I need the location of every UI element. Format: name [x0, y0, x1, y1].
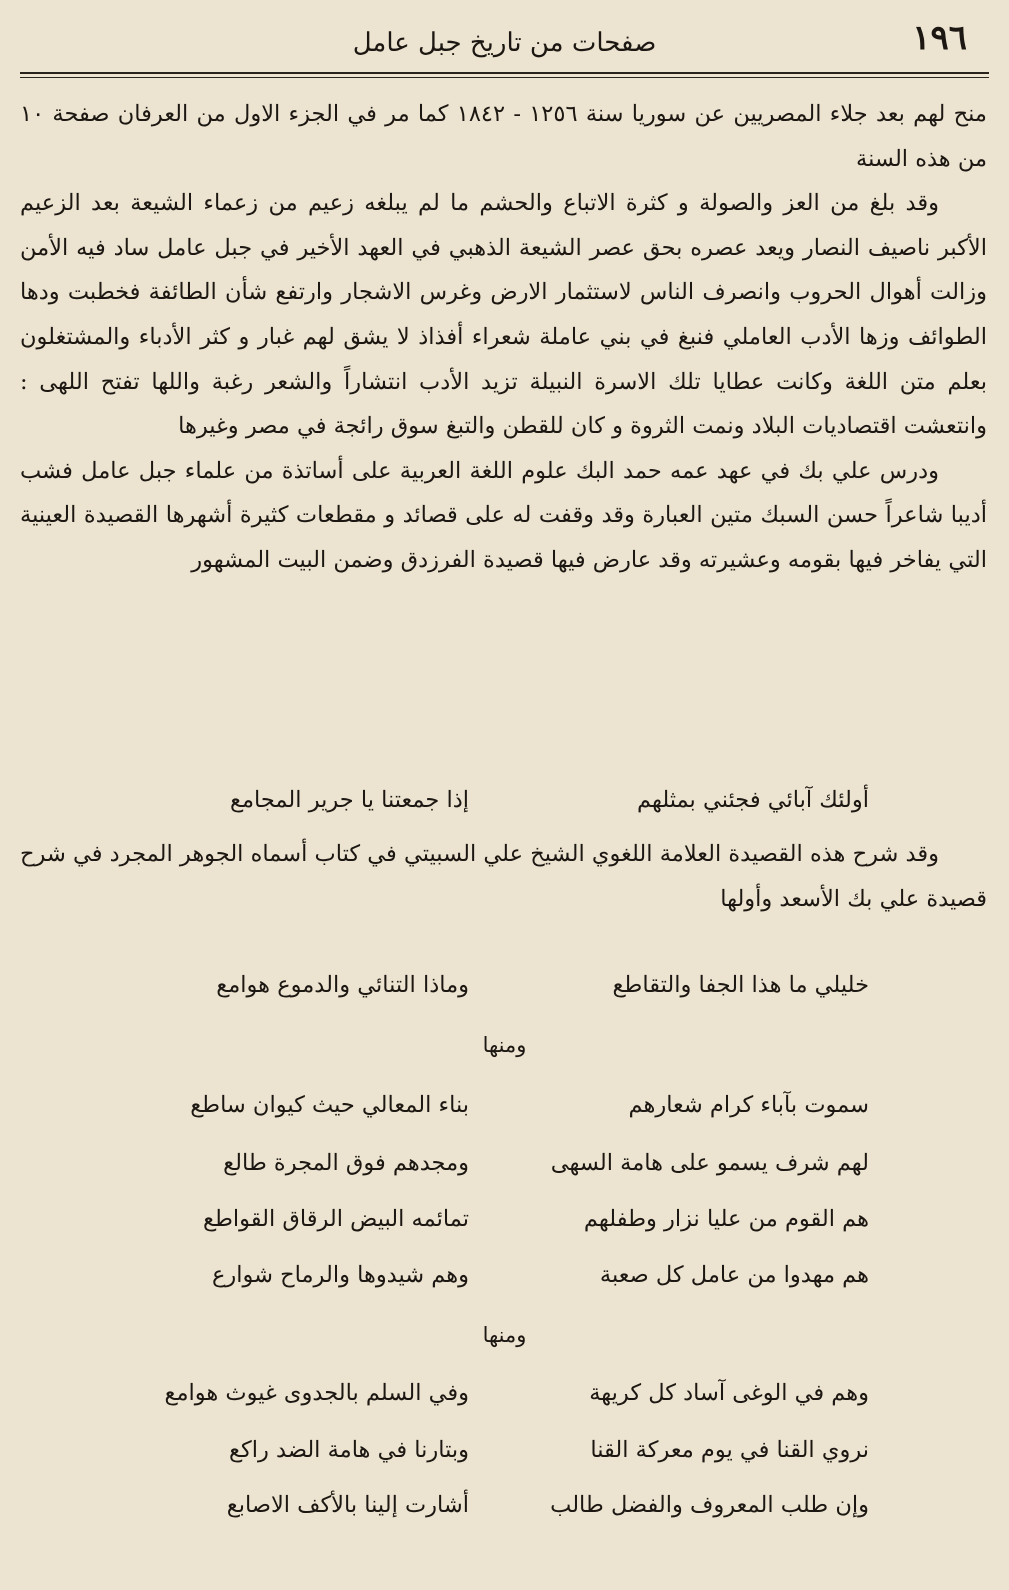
page-header: [20, 18, 989, 62]
body-text: [20, 92, 987, 583]
verse-second-half: ومجدهم فوق المجرة طالع: [223, 1150, 469, 1176]
commentary-paragraph: وقد شرح هذه القصيدة العلامة اللغوي الشيخ علي السبيتي في كتاب أسماه الجوهر المجرد في شرح قصيدة علي بك الأسعد وأولها: [20, 841, 987, 912]
section-label: ومنها: [482, 1033, 527, 1057]
opening-verse: [0, 972, 1009, 1012]
verse-second-half: بناء المعالي حيث كيوان ساطع: [190, 1092, 469, 1118]
verse-first-half: هم القوم من عليا نزار وطفلهم: [583, 1206, 869, 1232]
verse-second-half: أشارت إلينا بالأكف الاصابع: [226, 1492, 469, 1518]
paragraph-1: منح لهم بعد جلاء المصريين عن سوريا سنة ١٢٥٦ - ١٨٤٢ كما مر في الجزء الاول من العرفان صفحة ١٠ من هذه السنة: [20, 101, 987, 172]
verse-line: [0, 1206, 1009, 1246]
paragraph-3: ودرس علي بك في عهد عمه حمد البك علوم اللغة العربية على أساتذة من علماء جبل عامل فشب أديبا شاعراً حسن السبك متين العبارة وقد وقفت له على قصائد و مقطعات كثيرة أشهرها القصيدة العينية التي يفاخر فيها بقومه وعشيرته وقد عارض فيها قصيدة الفرزدق وضمن البيت المشهور: [20, 457, 987, 573]
verse-line: [0, 1150, 1009, 1190]
verse-second-half: وهم شيدوها والرماح شوارع: [211, 1262, 469, 1288]
section-label: ومنها: [482, 1323, 527, 1347]
commentary-text: [20, 832, 987, 921]
verse-line: [0, 1092, 1009, 1132]
verse-second-half: إذا جمعتنا يا جرير المجامع: [230, 787, 469, 813]
verse-line: [0, 1380, 1009, 1420]
header-rule-thin: [20, 77, 989, 78]
verse-first-half: وهم في الوغى آساد كل كريهة: [589, 1380, 869, 1406]
verse-first-half: وإن طلب المعروف والفضل طالب: [550, 1492, 869, 1518]
verse-second-half: تمائمه البيض الرقاق القواطع: [202, 1206, 469, 1232]
verse-second-half: وفي السلم بالجدوى غيوث هوامع: [164, 1380, 469, 1406]
verse-first-half: سموت بآباء كرام شعارهم: [628, 1092, 869, 1118]
verse-line: [0, 1262, 1009, 1302]
verse-first-half: هم مهدوا من عامل كل صعبة: [599, 1262, 869, 1288]
verse-second-half: وبتارنا في هامة الضد راكع: [229, 1437, 469, 1463]
verse-first-half: خليلي ما هذا الجفا والتقاطع: [612, 972, 869, 998]
page-number: ١٩٦: [912, 18, 967, 58]
quoted-verse: [0, 787, 1009, 827]
paragraph-2: وقد بلغ من العز والصولة و كثرة الاتباع والحشم ما لم يبلغه زعيم من زعماء الشيعة بعد الزعيم الأكبر ناصيف النصار ويعد عصره بحق عصر الشيعة الذهبي في العهد الأخير في جبل عامل ساد فيه الأمن وزالت أهوال الحروب وانصرف الناس لاستثمار الارض وغرس الاشجار وارتفع شأن الطائفة فخطبت ودها الطوائف وزها الأدب العاملي فنبغ في بني عاملة شعراء أفذاذ لا يشق لهم غبار و كثر الأدباء والمشتغلون بعلم متن اللغة وكانت عطايا تلك الاسرة النبيلة تزيد الأدب انتشاراً والشعر رغبة واللها تفتح اللهى : وانتعشت اقتصاديات البلاد ونمت الثروة و كان للقطن والتبغ سوق رائجة في مصر وغيرها: [20, 190, 987, 440]
verse-line: [0, 1437, 1009, 1477]
header-rule: [20, 72, 989, 74]
running-title: صفحات من تاريخ جبل عامل: [352, 28, 657, 58]
verse-first-half: أولئك آبائي فجئني بمثلهم: [636, 787, 869, 813]
verse-first-half: لهم شرف يسمو على هامة السهى: [550, 1150, 869, 1176]
verse-second-half: وماذا التنائي والدموع هوامع: [216, 972, 469, 998]
verse-line: [0, 1492, 1009, 1532]
verse-first-half: نروي القنا في يوم معركة القنا: [590, 1437, 869, 1463]
